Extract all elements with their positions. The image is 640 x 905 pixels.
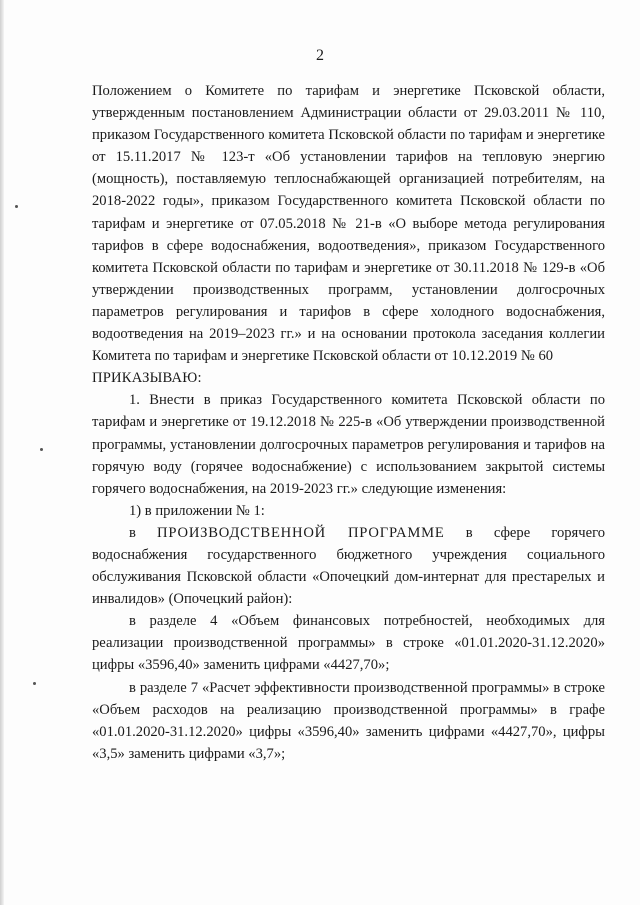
scan-speck <box>40 448 43 451</box>
scan-speck <box>33 682 36 685</box>
section-7-paragraph: в разделе 7 «Расчет эффективности производственной программы» в строке «Объем расходов на реализацию производственной программы» в графе «01.01.2020-31.12.2020» цифры «3596,40» заменить цифрами «4427,70», цифры «3,5» заменить цифрами «3,7»; <box>92 679 605 762</box>
intro-paragraph: Положением о Комитете по тарифам и энергетике Псковской области, утвержденным постановлением Администрации области от 29.03.2011 № 110, приказом Государственного комитета Псковской области по тарифам и энергетике от 15.11.2017 № 123-т «Об установлении тарифов на тепловую энергию (мощность), поставляемую теплоснабжающей организацией потребителям, на 2018-2022 годы», приказом Государственного комитета Псковской области по тарифам и энергетике от 07.05.2018 № 21-в «О выборе метода регулирования тарифов в сфере водоснабжения, водоотведения», приказом Государственного комитета Псковской области по тарифам и энергетике от 30.11.2018 № 129-в «Об утверждении производственных программ, установлении долгосрочных параметров регулирования и тарифов в сфере холодного водоснабжения, водоотведения на 2019–2023 гг.» и на основании протокола заседания коллегии Комитета по тарифам и энергетике Псковской области от 10.12.2019 № 60 <box>92 83 605 365</box>
scan-speck <box>15 205 18 208</box>
item-1-paragraph: 1. Внести в приказ Государственного комитета Псковской области по тарифам и энергетике от 19.12.2018 № 225-в «Об утверждении производственной программы, установлении долгосрочных параметров регулирования и тарифов на горячую воду (горячее водоснабжение) с использованием закрытой системы горячего водоснабжения, на 2019-2023 гг.» следующие изменения: <box>92 392 605 497</box>
program-rest: в сфере горячего водоснабжения государственного бюджетного учреждения социального обслуживания Псковской области «Опочецкий дом-интернат для престарелых и инвалидов» (Опочецкий район): <box>92 524 605 608</box>
order-heading: ПРИКАЗЫВАЮ: <box>92 370 202 387</box>
program-prefix: в <box>129 524 158 541</box>
page-edge-shadow <box>0 0 4 905</box>
page-number: 2 <box>316 47 324 64</box>
section-4-paragraph: в разделе 4 «Объем финансовых потребностей, необходимых для реализации производственной программы» в строке «01.01.2020-31.12.2020» цифры «3596,40» заменить цифрами «4427,70»; <box>92 613 605 674</box>
document-body <box>92 80 605 765</box>
subitem-1-paragraph: 1) в приложении № 1: <box>129 502 265 519</box>
program-caps: ПРОИЗВОДСТВЕННОЙ ПРОГРАММЕ <box>157 524 445 541</box>
program-paragraph <box>92 522 605 610</box>
